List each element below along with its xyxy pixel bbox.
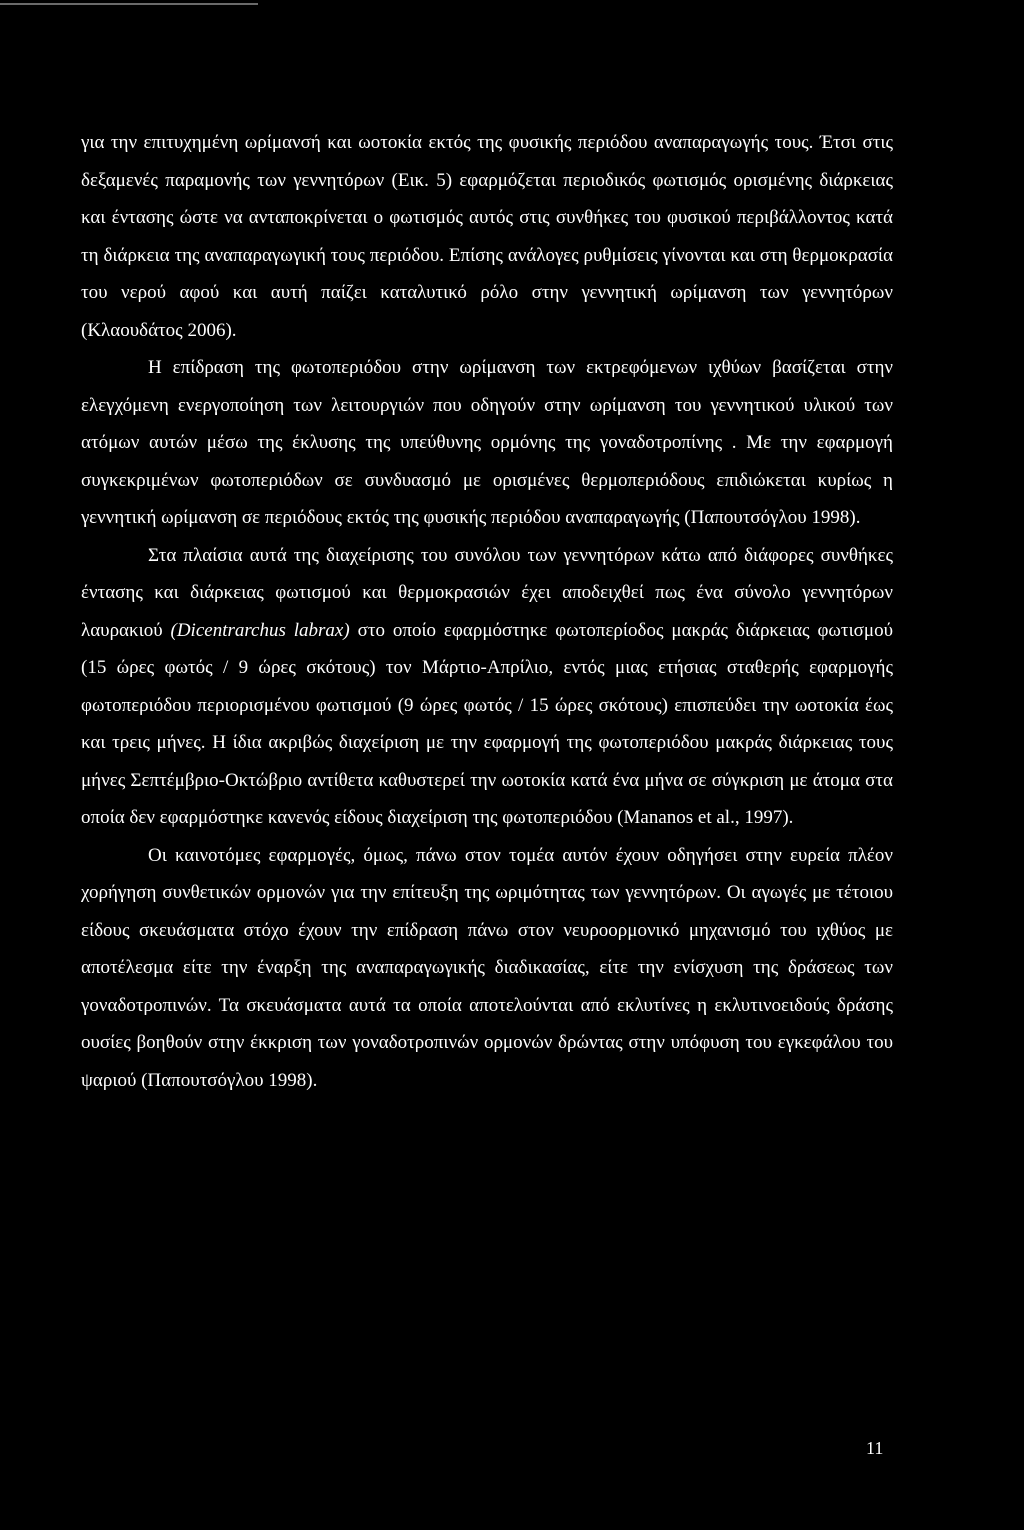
document-body	[81, 124, 893, 1099]
paragraph-2: Η επίδραση της φωτοπεριόδου στην ωρίμανση των εκτρεφόμενων ιχθύων βασίζεται στην ελεγχόμενη ενεργοποίηση των λειτουργιών που οδηγούν στην ωρίμανση του γεννητικού υλικού των ατόμων αυτών μέσω της έκλυσης της υπεύθυνης ορμόνης της γοναδοτροπίνης . Με την εφαρμογή συγκεκριμένων φωτοπεριόδων σε συνδυασμό με ορισμένες θερμοπεριόδους επιδιώκεται κυρίως η γεννητική ωρίμανση σε περιόδους εκτός της φυσικής περιόδου αναπαραγωγής (Παπουτσόγλου 1998).	[81, 357, 893, 528]
paragraph-3-text-after: στο οποίο εφαρμόστηκε φωτοπερίοδος μακράς διάρκειας φωτισμού (15 ώρες φωτός / 9 ώρες σκότους) τον Μάρτιο-Απρίλιο, εντός μιας ετήσιας σταθερής εφαρμογής φωτοπεριόδου περιορισμένου φωτισμού (9 ώρες φωτός / 15 ώρες σκότους) επισπεύδει την ωοτοκία έως και τρεις μήνες. Η ίδια ακριβώς διαχείριση με την εφαρμογή της φωτοπεριόδου μακράς διάρκειας τους μήνες Σεπτέμβριο-Οκτώβριο αντίθετα καθυστερεί την ωοτοκία κατά ένα μήνα σε σύγκριση με άτομα στα οποία δεν εφαρμόστηκε κανενός είδους διαχείριση της φωτοπεριόδου (Mananos et al., 1997).	[81, 619, 894, 828]
top-scan-rule	[0, 3, 258, 5]
page-number: 11	[866, 1438, 884, 1458]
paragraph-4: Οι καινοτόμες εφαρμογές, όμως, πάνω στον τομέα αυτόν έχουν οδηγήσει στην ευρεία πλέον χορήγηση συνθετικών ορμονών για την επίτευξη της ωριμότητας των γεννητόρων. Οι αγωγές με τέτοιου είδους σκευάσματα στόχο έχουν την επίδραση πάνω στον νευροορμονικό μηχανισμό του ιχθύος με αποτέλεσμα είτε την έναρξη της αναπαραγωγικής διαδικασίας, είτε την ενίσχυση της δράσεως των γοναδοτροπινών. Τα σκευάσματα αυτά τα οποία αποτελούνται από εκλυτίνες η εκλυτινοειδούς δράσης ουσίες βοηθούν στην έκκριση των γοναδοτροπινών ορμονών δρώντας στην υπόφυση του εγκεφάλου του ψαριού (Παπουτσόγλου 1998).	[81, 844, 893, 1091]
paragraph-3-text-before: Στα πλαίσια αυτά της διαχείρισης του συνόλου των γεννητόρων κάτω από διάφορες συνθήκες έντασης και διάρκειας φωτισμού και θερμοκρασιών έχει αποδειχθεί πως ένα σύνολο γεννητόρων λαυρακιού	[81, 544, 893, 641]
species-name: (Dicentrarchus labrax)	[170, 619, 350, 641]
paragraph-1: για την επιτυχημένη ωρίμανσή και ωοτοκία εκτός της φυσικής περιόδου αναπαραγωγής τους. Έτσι στις δεξαμενές παραμονής των γεννητόρων (Εικ. 5) εφαρμόζεται περιοδικός φωτισμός ορισμένης διάρκειας και έντασης ώστε να ανταποκρίνεται ο φωτισμός αυτός στις συνθήκες του φυσικού περιβάλλοντος κατά τη διάρκεια της αναπαραγωγική τους περιόδου. Επίσης ανάλογες ρυθμίσεις γίνονται και στη θερμοκρασία του νερού αφού και αυτή παίζει καταλυτικό ρόλο στην γεννητική ωρίμανση των γεννητόρων (Κλαουδάτος 2006).	[81, 132, 893, 341]
paragraph-3	[81, 537, 893, 837]
